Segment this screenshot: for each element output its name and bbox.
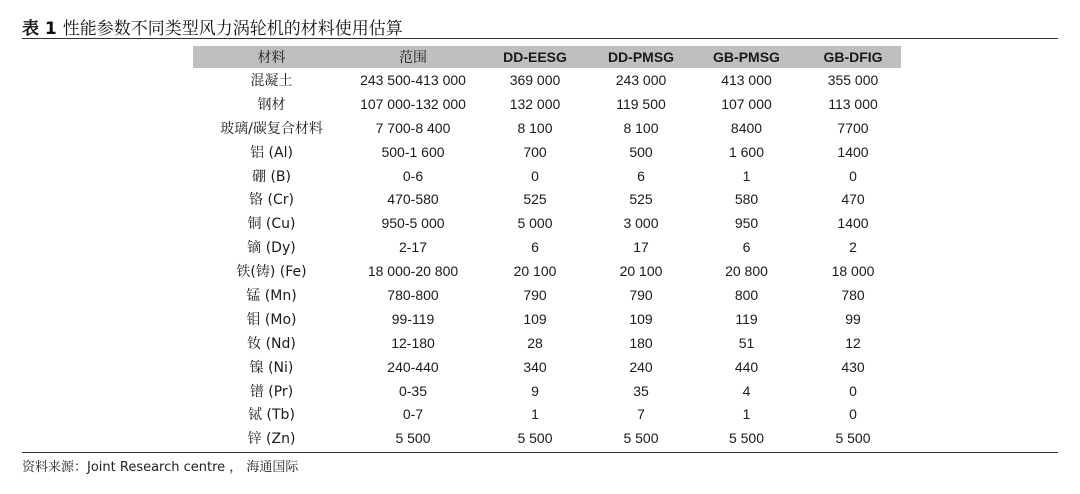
table-row (193, 283, 901, 307)
cell-material: 锰 (Mn) (246, 287, 297, 304)
table-row (193, 211, 901, 235)
cell-gb-pmsg: 119 (735, 310, 758, 327)
cell-gb-pmsg: 5 500 (728, 430, 765, 447)
cell-material: 钼 (Mo) (246, 311, 297, 328)
cell-material: 钕 (Nd) (247, 335, 296, 352)
bottom-divider (22, 452, 1058, 453)
col-header-dd-eesg: DD-EESG (476, 46, 594, 68)
cell-dd-pmsg: 240 (629, 358, 653, 375)
table-row (193, 68, 901, 92)
cell-dd-eesg: 1 (531, 406, 539, 423)
top-divider (22, 38, 1058, 39)
cell-dd-pmsg: 119 500 (616, 95, 666, 112)
col-header-dd-pmsg: DD-PMSG (594, 46, 688, 68)
cell-gb-pmsg: 800 (734, 286, 759, 303)
table-row (193, 187, 901, 211)
cell-dd-eesg: 340 (523, 358, 547, 375)
cell-dd-eesg: 9 (531, 382, 539, 399)
cell-material: 锌 (Zn) (247, 431, 296, 448)
materials-table (193, 46, 901, 450)
cell-range: 107 000-132 000 (360, 95, 466, 112)
cell-gb-pmsg: 1 (742, 406, 751, 423)
cell-dd-eesg: 5 500 (517, 430, 553, 447)
col-header-gb-dfig: GB-DFIG (805, 46, 901, 68)
cell-gb-dfig: 18 000 (831, 263, 875, 280)
cell-dd-pmsg: 8 100 (623, 119, 659, 136)
cell-dd-pmsg: 109 (629, 310, 653, 327)
cell-gb-dfig: 1400 (837, 215, 869, 232)
col-header-range: 范围 (350, 46, 476, 68)
cell-range: 500-1 600 (381, 143, 445, 160)
table-row (193, 116, 901, 140)
cell-gb-pmsg: 1 (742, 167, 751, 184)
cell-range: 0-35 (398, 382, 428, 399)
cell-gb-pmsg: 6 (742, 239, 751, 256)
cell-dd-eesg: 20 100 (513, 263, 557, 280)
table-row (193, 402, 901, 426)
cell-gb-pmsg: 51 (738, 334, 755, 351)
cell-range: 2-17 (398, 239, 428, 256)
table-row (193, 307, 901, 331)
cell-material: 混凝土 (250, 72, 293, 89)
cell-gb-pmsg: 20 800 (725, 263, 768, 280)
cell-dd-eesg: 8 100 (517, 119, 553, 136)
cell-dd-pmsg: 35 (633, 382, 649, 399)
cell-material: 镍 (Ni) (249, 359, 294, 376)
cell-range: 7 700-8 400 (375, 119, 451, 136)
cell-dd-eesg: 700 (523, 143, 547, 160)
table-row (193, 140, 901, 164)
cell-dd-eesg: 109 (523, 310, 547, 327)
table-row (193, 426, 901, 450)
cell-dd-eesg: 132 000 (509, 95, 561, 112)
cell-range: 0-6 (402, 167, 424, 184)
cell-dd-eesg: 6 (531, 239, 539, 256)
cell-range: 950-5 000 (381, 215, 445, 232)
cell-material: 镝 (Dy) (247, 240, 296, 257)
table-row (193, 164, 901, 188)
cell-gb-dfig: 1400 (837, 143, 869, 160)
cell-range: 240-440 (387, 358, 439, 375)
table-row (193, 355, 901, 379)
cell-gb-dfig: 470 (841, 191, 865, 208)
cell-material: 铁(铸) (Fe) (236, 264, 307, 281)
cell-dd-eesg: 369 000 (509, 71, 561, 88)
table-title (22, 14, 403, 39)
source-note: 资料来源：Joint Research centre ， 海通国际 (22, 460, 299, 475)
cell-gb-dfig: 12 (845, 334, 861, 351)
cell-dd-eesg: 5 000 (517, 215, 553, 232)
cell-dd-pmsg: 20 100 (619, 263, 663, 280)
col-header-gb-pmsg: GB-PMSG (688, 46, 805, 68)
cell-gb-pmsg: 580 (734, 191, 759, 208)
cell-gb-pmsg: 950 (734, 215, 759, 232)
cell-gb-dfig: 113 000 (828, 95, 878, 112)
cell-range: 0-7 (402, 406, 424, 423)
cell-range: 18 000-20 800 (367, 263, 459, 280)
table-row (193, 379, 901, 403)
table-row (193, 331, 901, 355)
table-row (193, 92, 901, 116)
cell-material: 铝 (Al) (250, 144, 293, 161)
table-label: 表 1 (22, 19, 57, 39)
table-row (193, 235, 901, 259)
cell-gb-pmsg: 4 (742, 382, 751, 399)
col-header-material: 材料 (193, 46, 350, 68)
cell-range: 780-800 (387, 286, 439, 303)
cell-gb-dfig: 7700 (837, 119, 869, 136)
cell-range: 5 500 (395, 430, 431, 447)
cell-gb-pmsg: 107 000 (721, 95, 772, 112)
cell-gb-pmsg: 440 (734, 358, 759, 375)
cell-gb-dfig: 99 (845, 310, 861, 327)
cell-range: 12-180 (391, 334, 435, 351)
cell-material: 铜 (Cu) (247, 216, 296, 233)
cell-range: 99-119 (391, 310, 435, 327)
cell-dd-pmsg: 17 (633, 239, 649, 256)
cell-dd-pmsg: 180 (629, 334, 653, 351)
table-row (193, 259, 901, 283)
cell-material: 镨 (Pr) (249, 383, 294, 400)
table-caption: 性能参数不同类型风力涡轮机的材料使用估算 (62, 19, 403, 39)
cell-dd-pmsg: 243 000 (615, 71, 667, 88)
cell-dd-eesg: 0 (531, 167, 539, 184)
cell-gb-dfig: 2 (849, 239, 857, 256)
cell-gb-dfig: 0 (849, 382, 857, 399)
cell-gb-dfig: 0 (849, 406, 857, 423)
cell-gb-pmsg: 8400 (730, 119, 763, 136)
cell-dd-pmsg: 5 500 (623, 430, 659, 447)
cell-gb-dfig: 0 (849, 167, 857, 184)
cell-gb-dfig: 430 (841, 358, 865, 375)
cell-dd-eesg: 525 (523, 191, 547, 208)
cell-material: 硼 (B) (252, 168, 291, 185)
cell-range: 470-580 (387, 191, 439, 208)
cell-gb-dfig: 355 000 (827, 71, 879, 88)
cell-dd-pmsg: 6 (637, 167, 645, 184)
cell-material: 铬 (Cr) (249, 192, 294, 209)
cell-range: 243 500-413 000 (360, 71, 466, 88)
cell-material: 玻璃/碳复合材料 (220, 120, 323, 137)
cell-dd-pmsg: 790 (629, 286, 653, 303)
cell-dd-pmsg: 3 000 (623, 215, 659, 232)
cell-gb-dfig: 5 500 (835, 430, 871, 447)
cell-dd-pmsg: 500 (629, 143, 653, 160)
cell-dd-pmsg: 7 (637, 406, 645, 423)
cell-material: 钢材 (257, 96, 286, 113)
cell-dd-pmsg: 525 (629, 191, 653, 208)
cell-gb-pmsg: 413 000 (721, 71, 772, 88)
cell-dd-eesg: 28 (527, 334, 543, 351)
cell-dd-eesg: 790 (523, 286, 547, 303)
header-row (193, 46, 901, 68)
cell-material: 铽 (Tb) (248, 407, 295, 424)
cell-gb-pmsg: 1 600 (728, 143, 765, 160)
cell-gb-dfig: 780 (841, 286, 865, 303)
